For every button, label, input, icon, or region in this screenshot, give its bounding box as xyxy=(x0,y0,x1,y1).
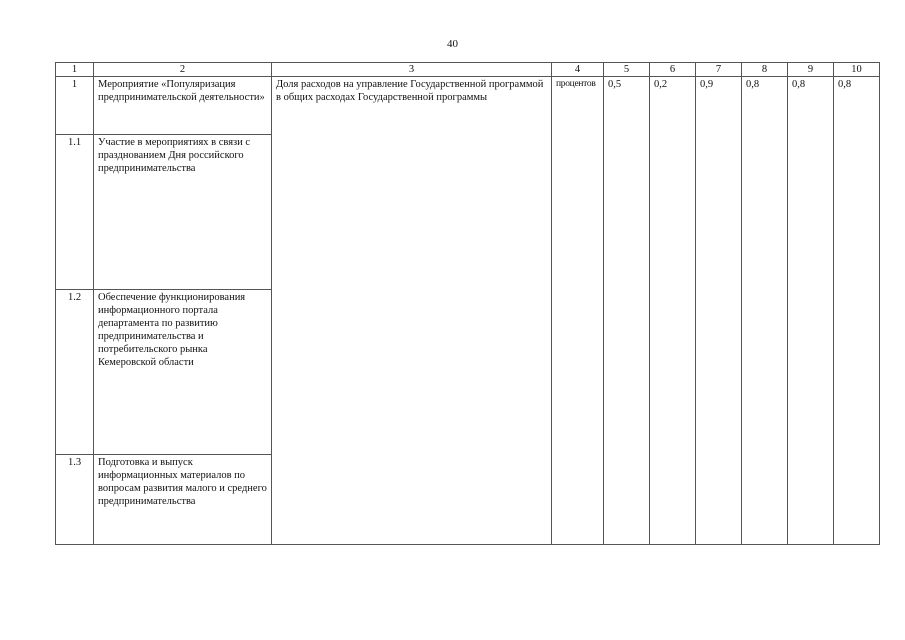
column-number: 7 xyxy=(696,63,742,77)
activity-name: Мероприятие «Популяризация предпринимательской деятельности» xyxy=(94,77,272,135)
indicator-value: 0,8 xyxy=(742,77,788,545)
indicator-table xyxy=(55,62,880,545)
column-number: 9 xyxy=(788,63,834,77)
page-number: 40 xyxy=(447,38,458,50)
table-row xyxy=(56,77,880,135)
column-number: 6 xyxy=(650,63,696,77)
activity-name: Участие в мероприятиях в связи с празднованием Дня российского предпринимательства xyxy=(94,135,272,290)
column-number: 5 xyxy=(604,63,650,77)
column-number: 8 xyxy=(742,63,788,77)
indicator-name: Доля расходов на управление Государственной программой в общих расходах Государственной программы xyxy=(272,77,552,545)
indicator-value: 0,5 xyxy=(604,77,650,545)
indicator-value: 0,9 xyxy=(696,77,742,545)
row-number: 1 xyxy=(56,77,94,135)
column-number-row xyxy=(56,63,880,77)
row-number: 1.2 xyxy=(56,290,94,455)
row-number: 1.3 xyxy=(56,455,94,545)
activity-name: Подготовка и выпуск информационных материалов по вопросам развития малого и среднего предпринимательства xyxy=(94,455,272,545)
indicator-value: 0,8 xyxy=(788,77,834,545)
column-number: 3 xyxy=(272,63,552,77)
row-number: 1.1 xyxy=(56,135,94,290)
indicator-value: 0,8 xyxy=(834,77,880,545)
column-number: 2 xyxy=(94,63,272,77)
activity-name: Обеспечение функционирования информационного портала департамента по развитию предпринимательства и потребительского рынка Кемеровской области xyxy=(94,290,272,455)
column-number: 1 xyxy=(56,63,94,77)
column-number: 10 xyxy=(834,63,880,77)
indicator-unit: процентов xyxy=(552,77,604,545)
indicator-value: 0,2 xyxy=(650,77,696,545)
column-number: 4 xyxy=(552,63,604,77)
